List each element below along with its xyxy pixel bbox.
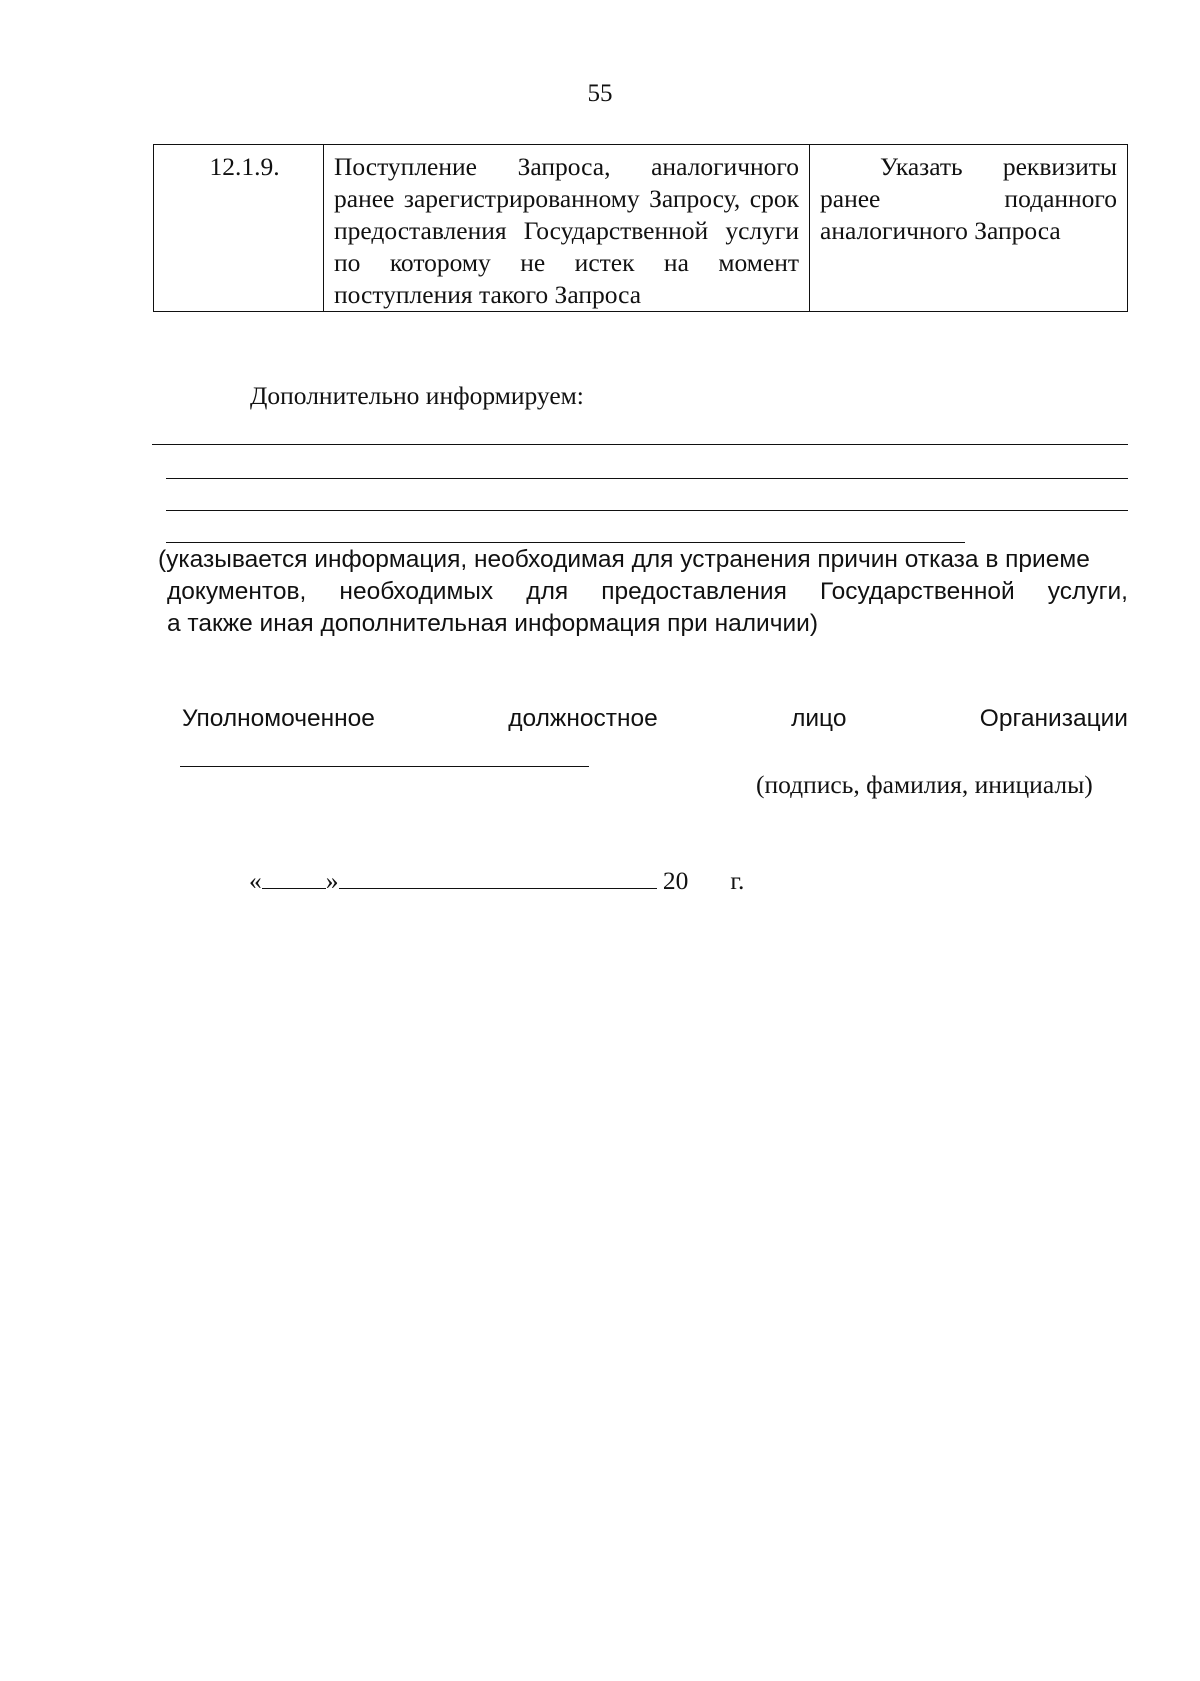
- requirements-table: [153, 144, 1128, 312]
- page-number: 55: [587, 80, 613, 107]
- additional-info-label: Дополнительно информируем:: [250, 381, 584, 410]
- table-row: [154, 145, 1128, 312]
- year-prefix: 20: [662, 866, 689, 895]
- official-word: лицо: [791, 705, 847, 732]
- row-action-first-line: Указать реквизиты: [880, 152, 1117, 181]
- blank-line: [166, 478, 1128, 479]
- row-number: 12.1.9.: [154, 145, 324, 312]
- official-word: Уполномоченное: [182, 705, 375, 732]
- signature-line: [180, 766, 589, 767]
- authorized-official-label: [182, 705, 1128, 733]
- official-word: Организации: [979, 705, 1128, 732]
- year-suffix: г.: [730, 866, 745, 895]
- row-description-first-line: Поступление Запроса, аналогичного: [334, 152, 799, 181]
- row-description-rest: ранее зарегистрированному Запросу, срок предоставления Государственной услуги по которому не истек на момент поступления такого Запроса: [334, 184, 799, 309]
- row-description: [324, 145, 810, 312]
- day-blank: [262, 866, 326, 889]
- row-action-rest: ранее поданного аналогичного Запроса: [820, 184, 1117, 245]
- date-line: [249, 866, 744, 896]
- note-line: а также иная дополнительная информация при наличии): [167, 610, 818, 637]
- date-close-quote: »: [325, 866, 339, 895]
- note-line: (указывается информация, необходимая для устранения причин отказа в приеме: [158, 546, 1090, 573]
- row-action: [810, 145, 1128, 312]
- note-text: [158, 544, 1128, 640]
- note-line: документов, необходимых для предоставления Государственной услуги,: [167, 578, 1128, 605]
- date-open-quote: «: [249, 866, 262, 895]
- month-blank: [339, 866, 657, 889]
- blank-line: [166, 510, 1128, 511]
- signature-hint: (подпись, фамилия, инициалы): [756, 770, 1093, 799]
- official-word: должностное: [508, 705, 658, 732]
- blank-line: [166, 542, 965, 543]
- blank-line: [152, 444, 1128, 445]
